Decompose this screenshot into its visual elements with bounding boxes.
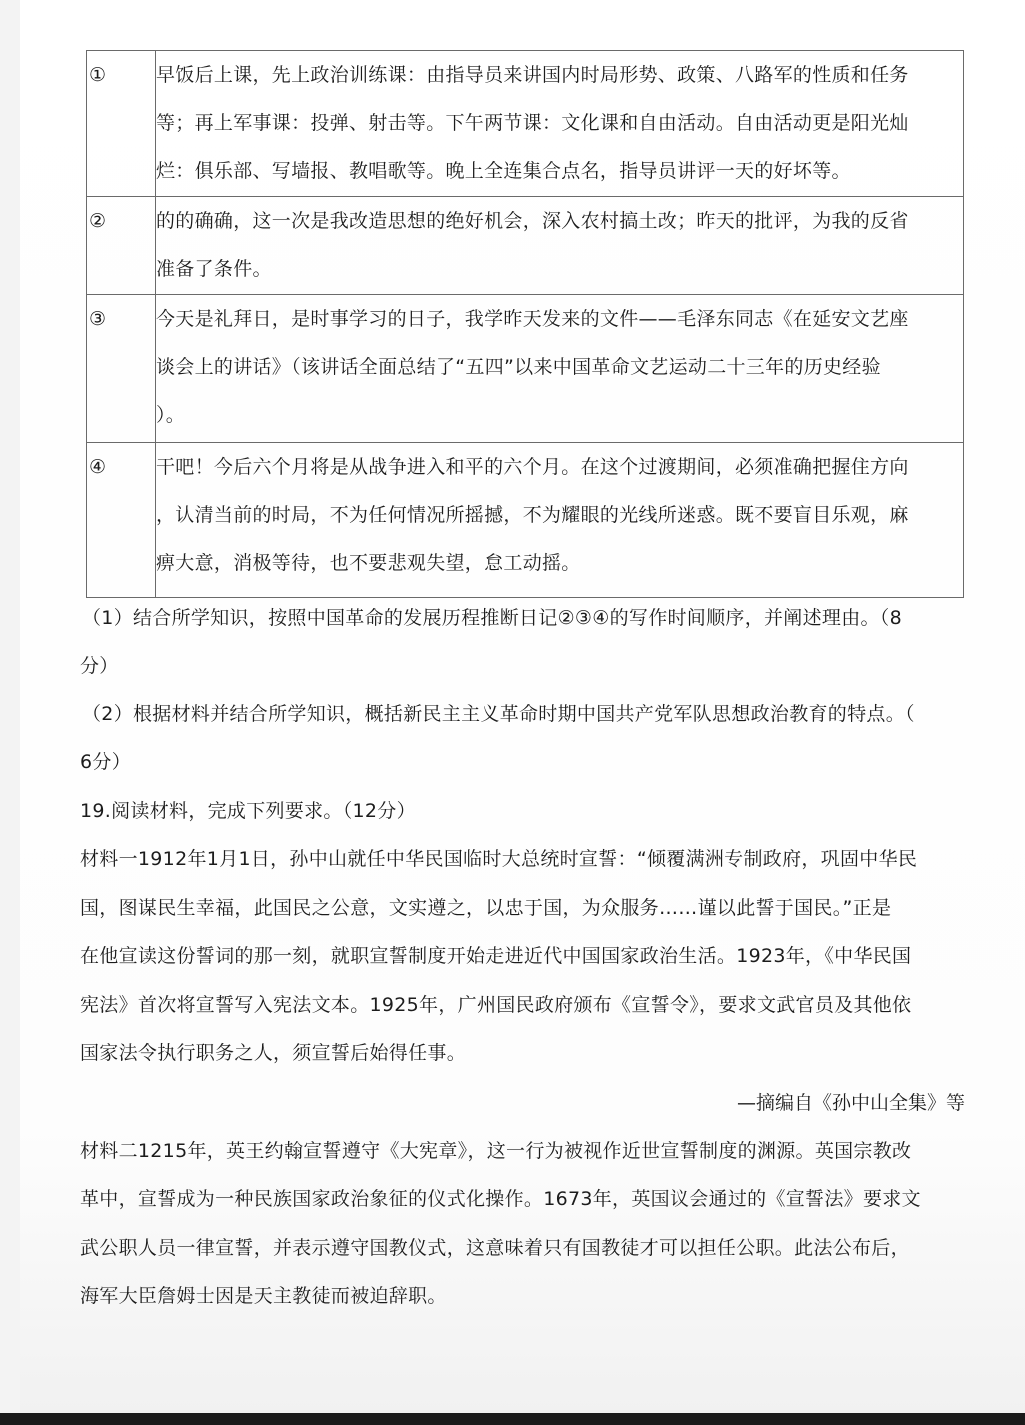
text-line: 谈会上的讲话》（该讲话全面总结了“五四”以来中国革命文艺运动二十三年的历史经验 bbox=[156, 356, 881, 378]
text-line: 痹大意，消极等待，也不要悲观失望，怠工动摇。 bbox=[156, 552, 581, 574]
row-number: ② bbox=[89, 210, 107, 232]
text-line: 干吧！今后六个月将是从战争进入和平的六个月。在这个过渡期间，必须准确把握住方向 bbox=[156, 456, 909, 478]
row-number: ④ bbox=[89, 456, 107, 478]
question-1-line-1: （1）结合所学知识，按照中国革命的发展历程推断日记②③④的写作时间顺序，并阐述理由。（8 bbox=[82, 607, 902, 629]
material-2-line: 革中，宣誓成为一种民族国家政治象征的仪式化操作。1673年，英国议会通过的《宣誓法》要求文 bbox=[80, 1188, 921, 1210]
text-line: 等；再上军事课：投弹、射击等。下午两节课：文化课和自由活动。自由活动更是阳光灿 bbox=[156, 112, 909, 134]
row-text bbox=[156, 295, 964, 443]
row-number: ① bbox=[89, 64, 107, 86]
material-1-source: —摘编自《孙中山全集》等 bbox=[736, 1092, 965, 1114]
text-line: 早饭后上课，先上政治训练课：由指导员来讲国内时局形势、政策、八路军的性质和任务 bbox=[156, 64, 909, 86]
material-2-line: 材料二1215年，英王约翰宣誓遵守《大宪章》，这一行为被视作近世宣誓制度的渊源。英国宗教改 bbox=[80, 1140, 912, 1162]
material-2-line: 武公职人员一律宣誓，并表示遵守国教仪式，这意味着只有国教徒才可以担任公职。此法公布后， bbox=[80, 1237, 910, 1259]
row-text bbox=[156, 443, 964, 598]
material-2-line: 海军大臣詹姆士因是天主教徒而被迫辞职。 bbox=[80, 1285, 447, 1307]
table-row bbox=[87, 443, 964, 598]
text-line: 准备了条件。 bbox=[156, 258, 272, 280]
material-1-line: 材料一1912年1月1日，孙中山就任中华民国临时大总统时宣誓：“倾覆满洲专制政府，巩固中华民 bbox=[80, 848, 918, 870]
text-line: ，认清当前的时局，不为任何情况所摇撼，不为耀眼的光线所迷惑。既不要盲目乐观，麻 bbox=[156, 504, 909, 526]
question-1-line-2: 分） bbox=[80, 655, 119, 677]
material-1-line: 宪法》首次将宣誓写入宪法文本。1925年，广州国民政府颁布《宣誓令》，要求文武官员及其他依 bbox=[80, 994, 912, 1016]
question-2-line-1: （2）根据材料并结合所学知识，概括新民主主义革命时期中国共产党军队思想政治教育的特点。（ bbox=[82, 703, 915, 725]
table-row bbox=[87, 295, 964, 443]
material-1-line: 国家法令执行职务之人，须宣誓后始得任事。 bbox=[80, 1042, 467, 1064]
bottom-edge bbox=[0, 1413, 1025, 1425]
question-2-line-2: 6分） bbox=[80, 751, 131, 773]
text-line: 今天是礼拜日，是时事学习的日子，我学昨天发来的文件——毛泽东同志《在延安文艺座 bbox=[156, 308, 909, 330]
text-line: 的的确确，这一次是我改造思想的绝好机会，深入农村搞土改；昨天的批评，为我的反省 bbox=[156, 210, 909, 232]
question-19-title: 19.阅读材料，完成下列要求。（12分） bbox=[80, 800, 416, 822]
text-line: 烂：俱乐部、写墙报、教唱歌等。晚上全连集合点名，指导员讲评一天的好坏等。 bbox=[156, 160, 851, 182]
diary-table bbox=[86, 50, 964, 598]
table-row bbox=[87, 51, 964, 197]
row-text bbox=[156, 51, 964, 197]
row-text bbox=[156, 197, 964, 295]
row-number: ③ bbox=[89, 308, 107, 330]
material-1-line: 国，图谋民生幸福，此国民之公意，文实遵之，以忠于国，为众服务……谨以此誓于国民。”正是 bbox=[80, 897, 892, 919]
material-1-line: 在他宣读这份誓词的那一刻，就职宣誓制度开始走进近代中国国家政治生活。1923年，《中华民国 bbox=[80, 945, 912, 967]
table-row bbox=[87, 197, 964, 295]
text-line: ）。 bbox=[156, 404, 186, 426]
